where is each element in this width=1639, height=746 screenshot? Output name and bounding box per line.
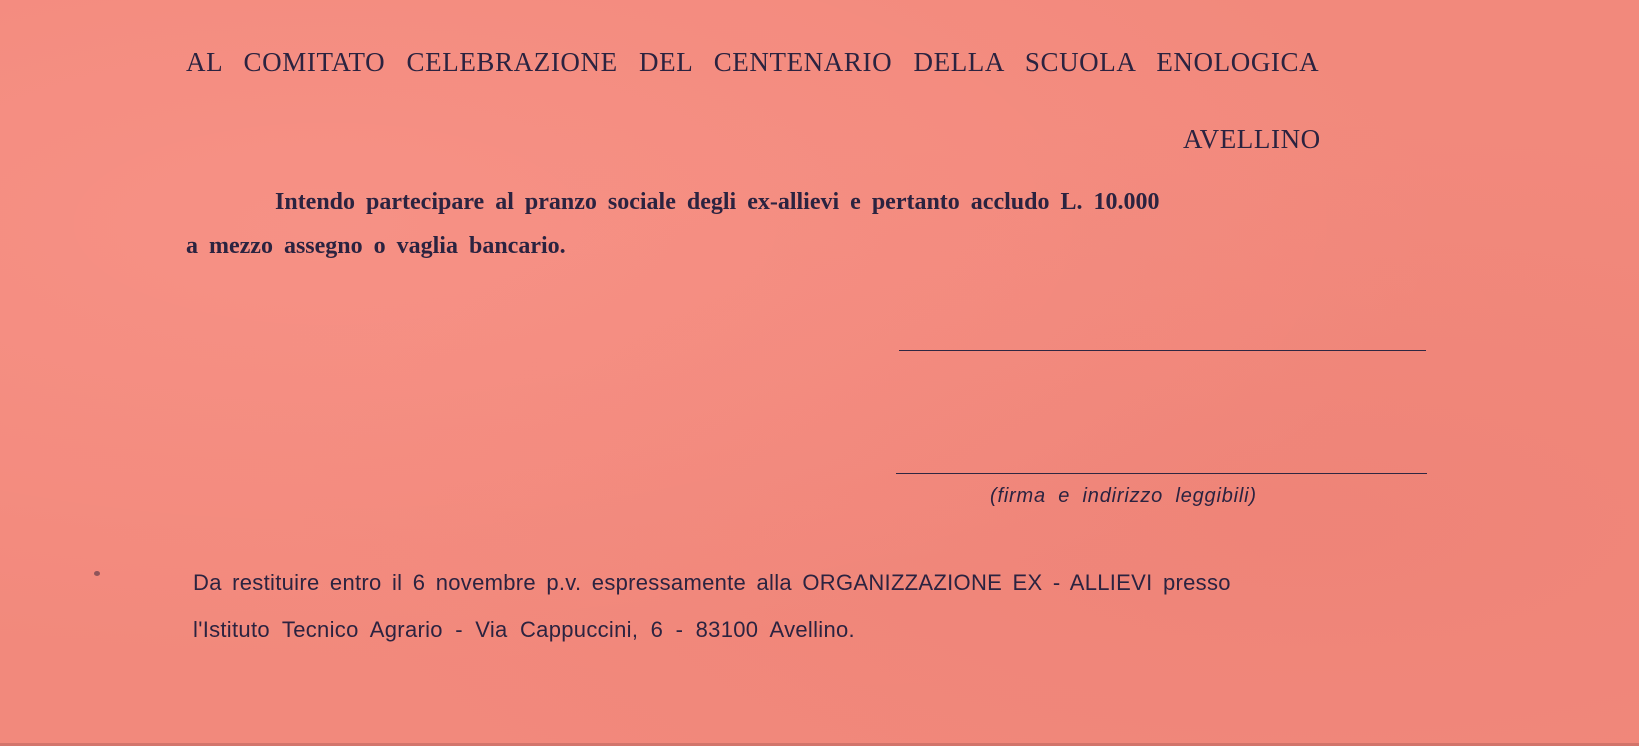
city-heading: AVELLINO (1183, 124, 1321, 154)
recipient-heading: AL COMITATO CELEBRAZIONE DEL CENTENARIO DELLA SCUOLA ENOLOGICA (186, 47, 1320, 77)
signature-line-2 (896, 473, 1427, 474)
signature-line-1 (899, 350, 1426, 351)
return-instructions-line-1: Da restituire entro il 6 novembre p.v. espressamente alla ORGANIZZAZIONE EX - ALLIEVI presso (193, 570, 1231, 595)
declaration-paragraph (186, 180, 1456, 268)
signature-caption: (firma e indirizzo leggibili) (990, 485, 1257, 507)
return-instructions-line-2: l'Istituto Tecnico Agrario - Via Cappuccini, 6 - 83100 Avellino. (193, 617, 855, 642)
return-instructions (193, 559, 1231, 653)
declaration-line-2: a mezzo assegno o vaglia bancario. (186, 233, 566, 259)
declaration-line-1: Intendo partecipare al pranzo sociale degli ex-allievi e pertanto accludo L. 10.000 (275, 189, 1160, 215)
paper-speck (94, 571, 100, 576)
